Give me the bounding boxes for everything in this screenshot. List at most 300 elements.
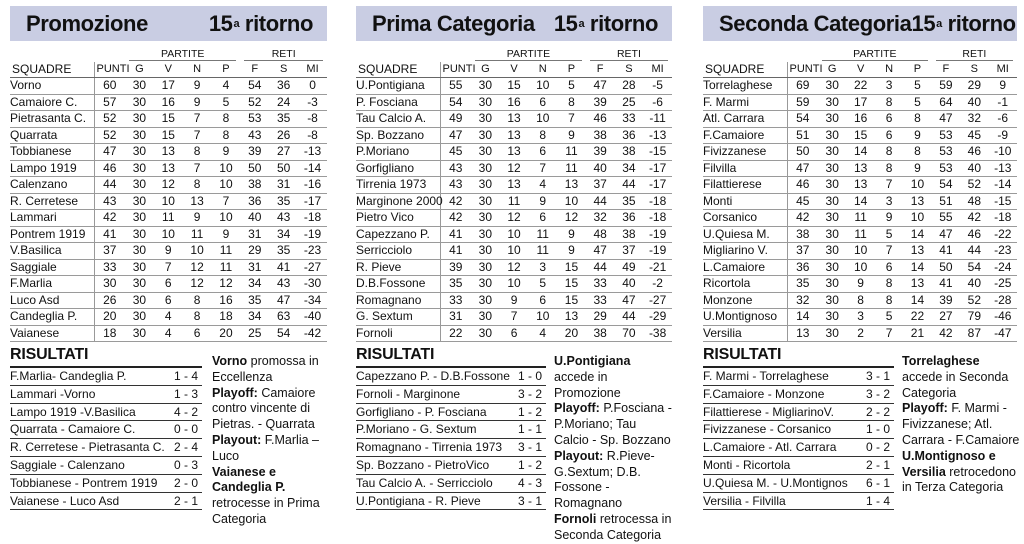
round-word: ritorno <box>239 10 313 36</box>
punti-cell: 59 <box>787 94 818 111</box>
team-name: Filattierese <box>703 177 787 194</box>
match-score: 2 - 1 <box>865 457 890 472</box>
league-title-bar <box>703 6 1017 41</box>
g-cell: 30 <box>818 292 846 309</box>
p-cell: 9 <box>212 144 241 161</box>
mi-cell: -19 <box>643 226 672 243</box>
p-cell: 18 <box>212 309 241 326</box>
f-cell: 34 <box>240 276 269 293</box>
p-cell: 10 <box>903 210 931 227</box>
match-score: 3 - 1 <box>865 369 890 383</box>
mi-cell: -14 <box>989 177 1017 194</box>
v-cell: 11 <box>500 193 529 210</box>
f-cell: 52 <box>240 94 269 111</box>
g-cell: 30 <box>471 325 500 342</box>
match-result <box>703 368 894 386</box>
table-row <box>356 144 672 161</box>
team-name: Camaiore C. <box>10 94 94 111</box>
p-cell: 5 <box>903 94 931 111</box>
n-cell: 9 <box>875 210 903 227</box>
team-name: Gorfigliano <box>356 160 440 177</box>
table-row <box>10 309 327 326</box>
f-cell: 37 <box>586 177 615 194</box>
mi-cell: -13 <box>643 127 672 144</box>
table-row <box>10 193 327 210</box>
punti-cell: 47 <box>787 160 818 177</box>
note-text: P.Fosciana - P.Moriano; Tau Calcio - Sp. Bozzano <box>554 401 672 447</box>
match-teams: U.Quiesa M. - U.Montignos <box>703 475 848 490</box>
match-result <box>356 457 546 475</box>
n-cell: 8 <box>875 160 903 177</box>
table-row <box>703 160 1017 177</box>
match-score: 1 - 2 <box>517 404 542 419</box>
punti-cell: 51 <box>787 127 818 144</box>
note-paragraph <box>902 354 1020 401</box>
punti-cell: 45 <box>787 193 818 210</box>
g-cell: 30 <box>125 243 154 260</box>
v-cell: 6 <box>154 276 183 293</box>
s-cell: 36 <box>269 78 298 95</box>
match-teams: Quarrata - Camaiore C. <box>10 422 136 437</box>
mi-cell: -21 <box>643 259 672 276</box>
team-name: D.B.Fossone <box>356 276 440 293</box>
table-row <box>356 210 672 227</box>
note-emphasis: Playout: <box>212 432 262 447</box>
n-cell: 8 <box>183 292 212 309</box>
results-heading: RISULTATI <box>703 346 894 368</box>
mi-cell: -18 <box>643 210 672 227</box>
mi-cell: -30 <box>298 276 327 293</box>
round-label <box>209 11 313 37</box>
punti-cell: 44 <box>94 177 125 194</box>
table-row <box>10 243 327 260</box>
table-row <box>703 276 1017 293</box>
punti-cell: 60 <box>94 78 125 95</box>
team-name: P. Fosciana <box>356 94 440 111</box>
note-text: R.Pieve- G.Sextum; D.B. Fossone - Romagnano <box>554 448 655 511</box>
n-cell: 6 <box>528 94 557 111</box>
match-score: 3 - 1 <box>517 493 542 508</box>
match-score: 0 - 0 <box>173 422 198 437</box>
punti-cell: 35 <box>440 276 471 293</box>
p-cell: 9 <box>557 243 586 260</box>
g-cell: 30 <box>818 94 846 111</box>
note-paragraph <box>554 401 672 448</box>
g-cell: 30 <box>818 78 846 95</box>
punti-cell: 55 <box>440 78 471 95</box>
league-panel <box>703 6 1017 342</box>
v-cell: 9 <box>846 276 874 293</box>
league-title: Prima Categoria <box>372 10 535 36</box>
match-teams: R. Cerretese - Pietrasanta C. <box>10 440 165 455</box>
table-row <box>356 177 672 194</box>
team-name: Fornoli <box>356 325 440 342</box>
team-name: Vorno <box>10 78 94 95</box>
v-cell: 13 <box>154 144 183 161</box>
table-row <box>356 276 672 293</box>
f-cell: 39 <box>240 144 269 161</box>
p-cell: 14 <box>903 292 931 309</box>
f-cell: 33 <box>586 292 615 309</box>
round-number: 15 <box>208 10 233 36</box>
f-cell: 53 <box>240 111 269 128</box>
n-cell: 3 <box>528 259 557 276</box>
n-cell: 9 <box>528 193 557 210</box>
table-row <box>10 94 327 111</box>
n-cell: 6 <box>875 111 903 128</box>
n-cell: 8 <box>875 292 903 309</box>
mi-cell: -28 <box>989 292 1017 309</box>
table-row <box>356 111 672 128</box>
punti-cell: 57 <box>94 94 125 111</box>
note-paragraph <box>212 354 324 386</box>
table-row <box>703 259 1017 276</box>
mi-cell: -5 <box>643 78 672 95</box>
v-header: V <box>500 62 529 78</box>
standings-table <box>703 47 1017 342</box>
match-result <box>703 421 894 439</box>
punti-header: PUNTI <box>440 62 471 78</box>
s-cell: 40 <box>615 276 644 293</box>
match-teams: Tobbianese - Pontrem 1919 <box>10 475 158 490</box>
f-cell: 43 <box>240 127 269 144</box>
match-result <box>703 493 894 511</box>
p-cell: 9 <box>903 160 931 177</box>
p-cell: 13 <box>903 243 931 260</box>
table-row <box>356 127 672 144</box>
mi-cell: -6 <box>643 94 672 111</box>
mi-cell: -25 <box>989 276 1017 293</box>
v-cell: 14 <box>846 144 874 161</box>
group-header-row <box>703 47 1017 62</box>
punti-cell: 52 <box>94 111 125 128</box>
team-name: Saggiale <box>10 259 94 276</box>
note-emphasis: U.Montignoso e Versilia <box>902 448 996 479</box>
table-row <box>703 325 1017 342</box>
match-result <box>356 475 546 493</box>
g-header: G <box>818 62 846 78</box>
league-panel <box>10 6 327 342</box>
punti-cell: 45 <box>440 144 471 161</box>
mi-cell: -27 <box>298 259 327 276</box>
match-result <box>356 439 546 457</box>
match-result <box>703 386 894 404</box>
punti-cell: 36 <box>787 259 818 276</box>
team-name: Monti <box>703 193 787 210</box>
mi-cell: -40 <box>298 309 327 326</box>
v-cell: 9 <box>500 292 529 309</box>
v-cell: 17 <box>846 94 874 111</box>
match-teams: Gorfigliano - P. Fosciana <box>356 404 487 419</box>
f-cell: 39 <box>586 94 615 111</box>
punti-cell: 18 <box>94 325 125 342</box>
s-cell: 40 <box>960 94 988 111</box>
g-cell: 30 <box>125 127 154 144</box>
match-score: 2 - 4 <box>173 440 198 455</box>
p-cell: 7 <box>557 111 586 128</box>
s-cell: 47 <box>615 292 644 309</box>
table-row <box>10 226 327 243</box>
g-cell: 30 <box>471 259 500 276</box>
f-cell: 39 <box>932 292 960 309</box>
f-cell: 50 <box>240 160 269 177</box>
g-cell: 30 <box>471 144 500 161</box>
p-cell: 10 <box>212 210 241 227</box>
n-cell: 7 <box>528 160 557 177</box>
match-result <box>356 368 546 386</box>
squadre-header: SQUADRE <box>10 62 94 78</box>
table-row <box>10 144 327 161</box>
table-row <box>356 94 672 111</box>
s-cell: 38 <box>615 144 644 161</box>
mi-cell: -13 <box>989 160 1017 177</box>
v-cell: 13 <box>500 144 529 161</box>
g-cell: 30 <box>125 292 154 309</box>
note-paragraph <box>212 465 324 528</box>
p-cell: 11 <box>557 160 586 177</box>
match-result <box>703 457 894 475</box>
team-name: Pietrasanta C. <box>10 111 94 128</box>
match-score: 4 - 2 <box>173 404 198 419</box>
s-header: S <box>615 62 644 78</box>
match-teams: Capezzano P. - D.B.Fossone <box>356 369 510 383</box>
v-cell: 13 <box>500 111 529 128</box>
n-cell: 3 <box>875 193 903 210</box>
n-cell: 10 <box>528 78 557 95</box>
n-cell: 6 <box>528 292 557 309</box>
p-cell: 9 <box>557 226 586 243</box>
g-header: G <box>125 62 154 78</box>
partite-header: PARTITE <box>818 47 932 62</box>
v-cell: 4 <box>154 325 183 342</box>
match-teams: Vaianese - Luco Asd <box>10 493 120 508</box>
mi-cell: 9 <box>989 78 1017 95</box>
p-cell: 9 <box>212 226 241 243</box>
n-cell: 5 <box>875 226 903 243</box>
s-cell: 44 <box>615 309 644 326</box>
s-cell: 26 <box>269 127 298 144</box>
mi-cell: -15 <box>989 193 1017 210</box>
s-header: S <box>269 62 298 78</box>
v-cell: 15 <box>154 111 183 128</box>
s-cell: 31 <box>269 177 298 194</box>
v-header: V <box>846 62 874 78</box>
note-text: accede in Seconda Categoria <box>902 369 1009 400</box>
g-cell: 30 <box>125 325 154 342</box>
note-emphasis: Vaianese e Candeglia P. <box>212 464 286 495</box>
f-cell: 48 <box>586 226 615 243</box>
team-name: Ricortola <box>703 276 787 293</box>
n-cell: 12 <box>183 259 212 276</box>
table-row <box>356 243 672 260</box>
table-row <box>356 325 672 342</box>
standings-table <box>10 47 327 342</box>
n-cell: 11 <box>183 226 212 243</box>
table-row <box>703 78 1017 95</box>
mi-cell: -19 <box>643 243 672 260</box>
s-cell: 32 <box>960 111 988 128</box>
n-cell: 9 <box>183 210 212 227</box>
f-cell: 25 <box>240 325 269 342</box>
g-cell: 30 <box>125 94 154 111</box>
mi-cell: -18 <box>989 210 1017 227</box>
mi-header: MI <box>298 62 327 78</box>
s-cell: 25 <box>615 94 644 111</box>
p-cell: 21 <box>903 325 931 342</box>
mi-cell: -18 <box>298 210 327 227</box>
team-name: Corsanico <box>703 210 787 227</box>
p-cell: 20 <box>212 325 241 342</box>
v-cell: 10 <box>846 259 874 276</box>
reti-header: RETI <box>240 47 327 62</box>
p-cell: 13 <box>557 309 586 326</box>
note-text: promossa in Eccellenza <box>212 354 319 384</box>
s-cell: 33 <box>615 111 644 128</box>
v-cell: 11 <box>154 210 183 227</box>
match-result <box>10 457 202 475</box>
match-score: 0 - 2 <box>865 440 890 455</box>
v-cell: 16 <box>500 94 529 111</box>
v-cell: 13 <box>846 160 874 177</box>
mi-cell: -24 <box>989 259 1017 276</box>
p-cell: 16 <box>212 292 241 309</box>
n-cell: 6 <box>528 144 557 161</box>
table-row <box>356 78 672 95</box>
mi-cell: -14 <box>298 160 327 177</box>
team-name: U.Pontigiana <box>356 78 440 95</box>
p-cell: 11 <box>557 144 586 161</box>
table-row <box>10 325 327 342</box>
table-row <box>703 111 1017 128</box>
league-title-bar <box>356 6 672 41</box>
g-cell: 30 <box>818 210 846 227</box>
s-cell: 36 <box>615 210 644 227</box>
n-header: N <box>528 62 557 78</box>
mi-cell: -1 <box>989 94 1017 111</box>
match-teams: Fivizzanese - Corsanico <box>703 422 832 437</box>
match-result <box>10 493 202 511</box>
match-score: 3 - 2 <box>865 386 890 401</box>
match-teams: Romagnano - Tirrenia 1973 <box>356 440 503 455</box>
n-cell: 6 <box>875 127 903 144</box>
partite-header: PARTITE <box>471 47 586 62</box>
table-row <box>10 78 327 95</box>
v-cell: 10 <box>846 243 874 260</box>
match-teams: Lammari -Vorno <box>10 386 96 401</box>
match-score: 1 - 2 <box>517 457 542 472</box>
punti-cell: 31 <box>440 309 471 326</box>
g-cell: 30 <box>471 94 500 111</box>
n-cell: 8 <box>875 276 903 293</box>
group-header-row <box>356 47 672 62</box>
mi-cell: -15 <box>643 144 672 161</box>
n-cell: 4 <box>528 177 557 194</box>
table-row <box>10 160 327 177</box>
f-cell: 29 <box>586 309 615 326</box>
v-cell: 15 <box>500 78 529 95</box>
n-cell: 8 <box>875 94 903 111</box>
f-cell: 35 <box>240 292 269 309</box>
team-name: V.Basilica <box>10 243 94 260</box>
note-text: retrocesse in Prima Categoria <box>212 496 320 526</box>
table-row <box>10 127 327 144</box>
mi-cell: -17 <box>643 160 672 177</box>
league-notes <box>902 354 1020 496</box>
g-cell: 30 <box>471 177 500 194</box>
s-cell: 28 <box>615 78 644 95</box>
p-cell: 8 <box>903 111 931 128</box>
s-cell: 45 <box>960 127 988 144</box>
s-cell: 38 <box>615 226 644 243</box>
v-cell: 3 <box>846 309 874 326</box>
mi-cell: -17 <box>298 193 327 210</box>
f-cell: 54 <box>240 78 269 95</box>
g-cell: 30 <box>125 78 154 95</box>
team-name: Fivizzanese <box>703 144 787 161</box>
match-score: 1 - 4 <box>865 493 890 508</box>
f-cell: 47 <box>586 78 615 95</box>
g-cell: 30 <box>471 78 500 95</box>
mi-cell: -22 <box>989 226 1017 243</box>
match-result <box>10 475 202 493</box>
match-result <box>10 386 202 404</box>
f-cell: 50 <box>932 259 960 276</box>
match-result <box>356 404 546 422</box>
g-cell: 30 <box>471 193 500 210</box>
n-cell: 8 <box>183 177 212 194</box>
v-cell: 9 <box>154 243 183 260</box>
team-name: L.Camaiore <box>703 259 787 276</box>
f-cell: 54 <box>932 177 960 194</box>
team-name: Monzone <box>703 292 787 309</box>
f-cell: 46 <box>586 111 615 128</box>
match-teams: Fornoli - Marginone <box>356 386 461 401</box>
n-cell: 12 <box>183 276 212 293</box>
f-cell: 40 <box>240 210 269 227</box>
f-cell: 32 <box>586 210 615 227</box>
g-cell: 30 <box>471 292 500 309</box>
punti-cell: 42 <box>440 210 471 227</box>
column-header-row <box>703 62 1017 78</box>
team-name: R. Cerretese <box>10 193 94 210</box>
match-result <box>10 404 202 422</box>
g-cell: 30 <box>125 160 154 177</box>
g-cell: 30 <box>471 111 500 128</box>
g-cell: 30 <box>471 276 500 293</box>
v-cell: 4 <box>154 309 183 326</box>
match-score: 0 - 3 <box>173 457 198 472</box>
punti-cell: 14 <box>787 309 818 326</box>
n-cell: 10 <box>528 111 557 128</box>
table-row <box>10 259 327 276</box>
results-heading: RISULTATI <box>356 346 546 368</box>
s-cell: 37 <box>615 243 644 260</box>
match-result <box>10 368 202 386</box>
match-score: 3 - 1 <box>517 440 542 455</box>
p-cell: 13 <box>903 193 931 210</box>
n-cell: 6 <box>528 210 557 227</box>
note-paragraph <box>554 449 672 512</box>
match-result <box>703 404 894 422</box>
match-result <box>356 386 546 404</box>
punti-cell: 38 <box>787 226 818 243</box>
p-header: P <box>903 62 931 78</box>
g-cell: 30 <box>471 160 500 177</box>
n-header: N <box>183 62 212 78</box>
g-cell: 30 <box>125 193 154 210</box>
match-teams: Sp. Bozzano - PietroVico <box>356 457 490 472</box>
s-cell: 42 <box>960 210 988 227</box>
